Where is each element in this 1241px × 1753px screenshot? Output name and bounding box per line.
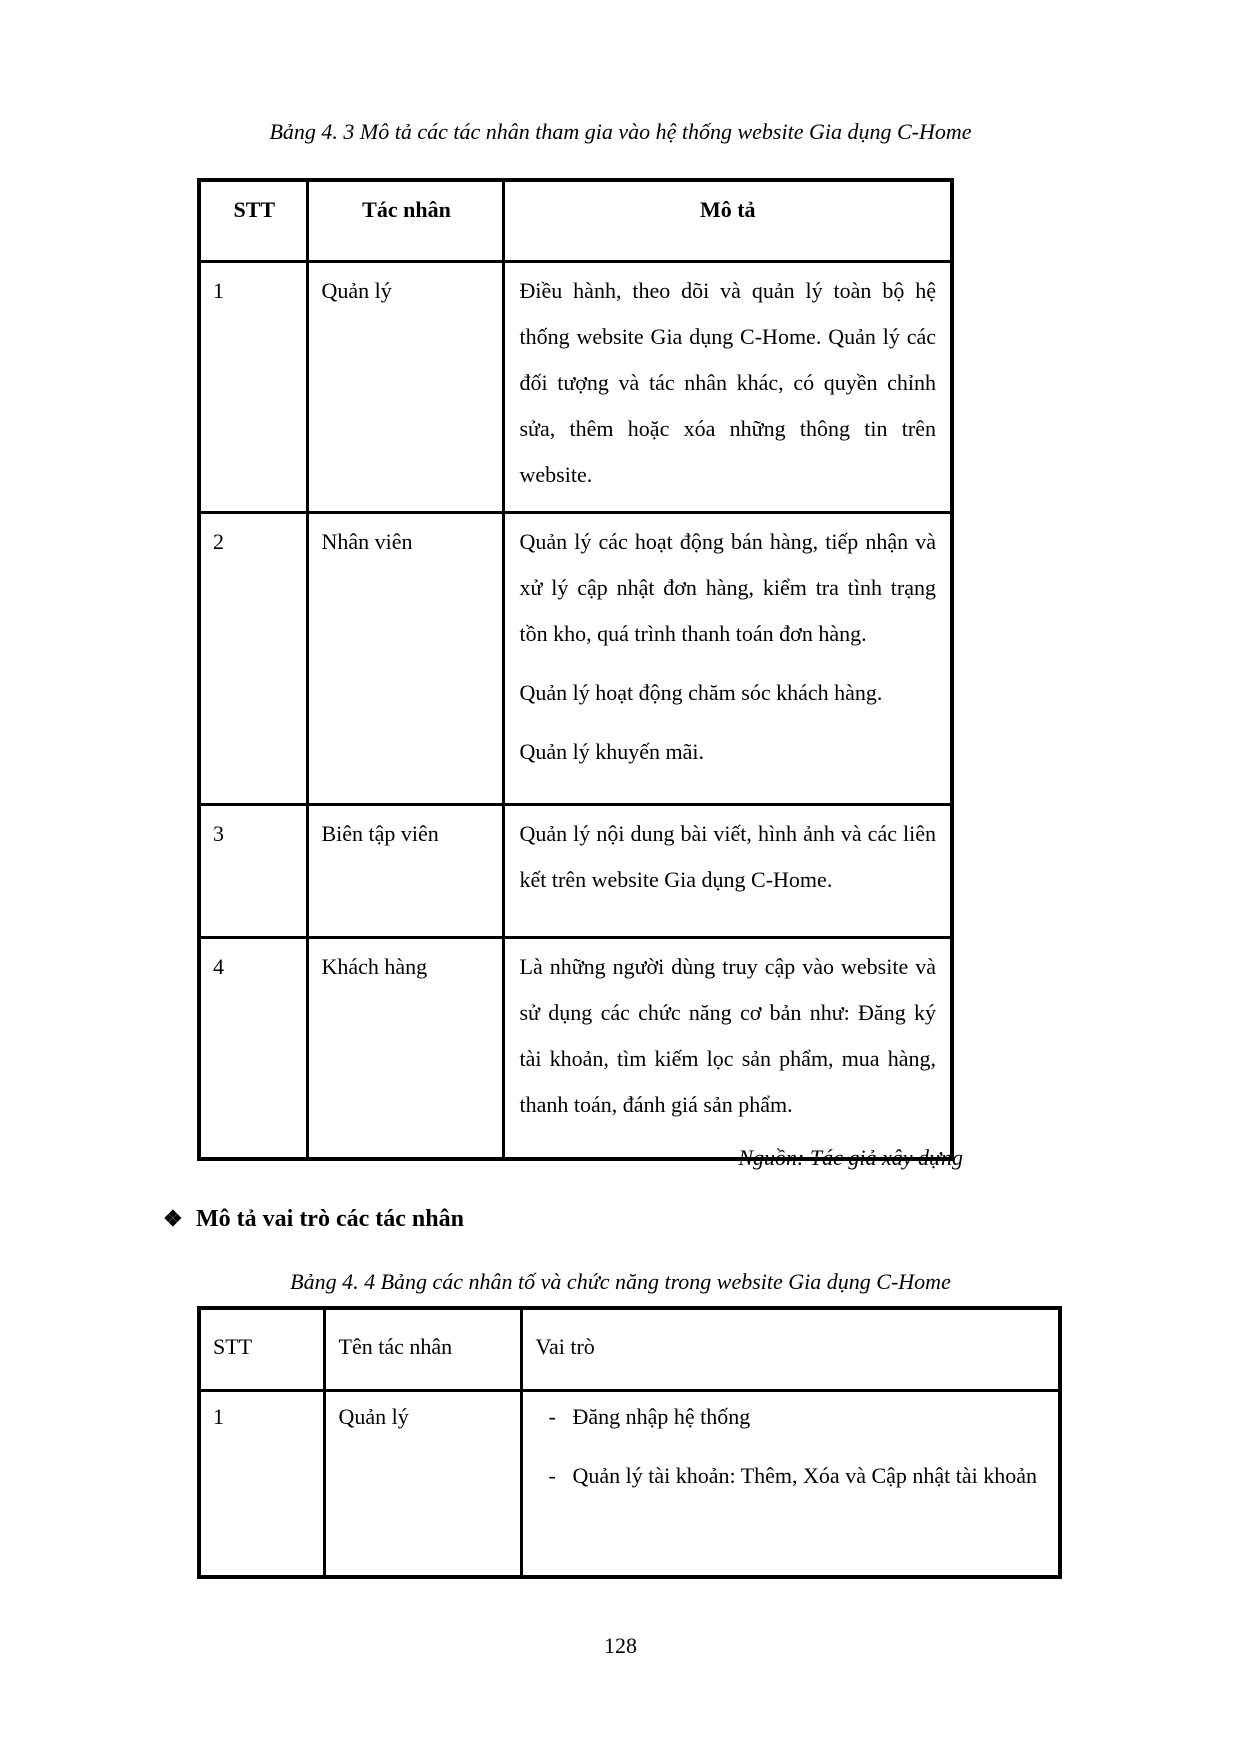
actor-name-cell: Quản lý — [324, 1390, 521, 1577]
section-heading — [163, 1202, 464, 1236]
table-row — [199, 512, 952, 804]
roles-table-header-row — [199, 1308, 1060, 1390]
dash-bullet-icon: - — [548, 1403, 556, 1429]
description-cell — [503, 937, 952, 1159]
actors-table — [197, 178, 954, 1161]
column-header-stt: STT — [199, 1308, 324, 1390]
diamond-bullet-icon: ❖ — [163, 1206, 183, 1231]
column-header-actor: Tác nhân — [307, 180, 503, 261]
roles-table — [197, 1306, 1062, 1579]
description-paragraph: Điều hành, theo dõi và quản lý toàn bộ hệ thống website Gia dụng C-Home. Quản lý các đối tượng và tác nhân khác, có quyền chỉnh sửa, thêm hoặc xóa những thông tin trên website. — [519, 277, 936, 487]
actors-table-header-row — [199, 180, 952, 261]
actor-name-cell: Biên tập viên — [307, 804, 503, 937]
actor-name-cell: Khách hàng — [307, 937, 503, 1159]
row-number-cell: 1 — [199, 261, 307, 512]
column-header-actor-name: Tên tác nhân — [324, 1308, 521, 1390]
column-header-desc: Mô tả — [503, 180, 952, 261]
description-paragraph: Quản lý hoạt động chăm sóc khách hàng. — [519, 679, 883, 705]
row-number-cell: 3 — [199, 804, 307, 937]
description-cell — [503, 804, 952, 937]
description-paragraph: Là những người dùng truy cập vào website và sử dụng các chức năng cơ bản như: Đăng ký tài khoản, tìm kiếm lọc sản phẩm, mua hàng, thanh toán, đánh giá sản phẩm. — [519, 953, 936, 1117]
role-list-item — [549, 1453, 1043, 1499]
role-text: Đăng nhập hệ thống — [572, 1403, 751, 1429]
description-cell — [503, 261, 952, 512]
table2-caption: Bảng 4. 4 Bảng các nhân tố và chức năng trong website Gia dụng C-Home — [290, 1269, 951, 1294]
description-cell — [503, 512, 952, 804]
row-number-cell: 1 — [199, 1390, 324, 1577]
actor-name-cell: Nhân viên — [307, 512, 503, 804]
column-header-stt: STT — [199, 180, 307, 261]
section-heading-label: Mô tả vai trò các tác nhân — [196, 1206, 464, 1232]
description-paragraph: Quản lý các hoạt động bán hàng, tiếp nhận và xử lý cập nhật đơn hàng, kiểm tra tình trạng tồn kho, quá trình thanh toán đơn hàng. — [519, 528, 936, 646]
table1-caption: Bảng 4. 3 Mô tả các tác nhân tham gia vào hệ thống website Gia dụng C-Home — [269, 119, 972, 144]
column-header-role: Vai trò — [521, 1308, 1060, 1390]
description-paragraph: Quản lý khuyến mãi. — [519, 738, 705, 764]
table-row — [199, 937, 952, 1159]
role-list-item — [549, 1394, 1043, 1440]
actor-name-cell: Quản lý — [307, 261, 503, 512]
dash-bullet-icon: - — [548, 1462, 556, 1488]
row-number-cell: 4 — [199, 937, 307, 1159]
table-row — [199, 804, 952, 937]
table-row — [199, 261, 952, 512]
page-number: 128 — [604, 1633, 637, 1658]
row-number-cell: 2 — [199, 512, 307, 804]
description-paragraph: Quản lý nội dung bài viết, hình ảnh và các liên kết trên website Gia dụng C-Home. — [519, 820, 936, 892]
role-text: Quản lý tài khoản: Thêm, Xóa và Cập nhật tài khoản — [572, 1462, 1038, 1488]
table-row — [199, 1390, 1060, 1577]
table-source-note: Nguồn: Tác giả xây dựng — [738, 1145, 963, 1170]
roles-cell — [521, 1390, 1060, 1577]
